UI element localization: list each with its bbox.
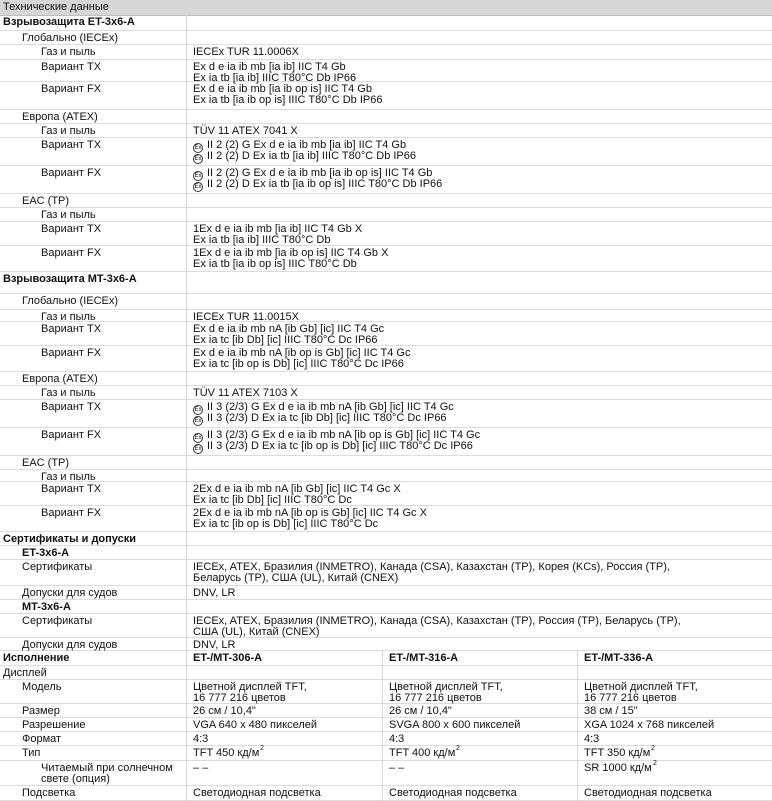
value-text: Ex ia tb [ia ib] IIIC T80°C Db bbox=[193, 234, 331, 246]
spec-cell: TFT 400 кд/м bbox=[389, 747, 456, 759]
column-divider bbox=[186, 651, 187, 801]
ex-mark-icon: Ex bbox=[194, 407, 202, 413]
ex-mark-icon: Ex bbox=[194, 446, 202, 452]
table-row bbox=[0, 638, 772, 651]
spec-cell: VGA 640 x 480 пикселей bbox=[193, 719, 318, 731]
spec-cell: XGA 1024 x 768 пикселей bbox=[584, 719, 715, 731]
spec-cell: TFT 350 кд/м bbox=[584, 747, 651, 759]
row-label: Вариант FX bbox=[41, 507, 102, 519]
row-value bbox=[193, 640, 235, 651]
spec-cell: SVGA 800 x 600 пикселей bbox=[389, 719, 521, 731]
table-row bbox=[0, 586, 772, 600]
row-label: Взрывозащита ET-3x6-A bbox=[3, 16, 135, 28]
ex-mark-icon: Ex bbox=[194, 145, 202, 151]
row-label: Вариант FX bbox=[41, 83, 102, 95]
row-label: Вариант FX bbox=[41, 347, 102, 359]
row-label: Допуски для судов bbox=[22, 587, 118, 599]
row-label: Вариант FX bbox=[41, 429, 102, 441]
value-text: Ex d e ia ib mb nA [ib op is Gb] [ic] IIC T4 Gc bbox=[193, 347, 411, 359]
spec-cell: TFT 450 кд/м bbox=[193, 747, 260, 759]
column-divider bbox=[382, 651, 383, 801]
value-text: DNV, LR bbox=[193, 639, 236, 651]
row-value bbox=[193, 179, 442, 192]
row-label: Вариант TX bbox=[41, 61, 102, 73]
spec-cell: 26 см / 10,4" bbox=[193, 705, 256, 717]
row-label: Подсветка bbox=[22, 787, 76, 799]
table-row bbox=[0, 666, 772, 680]
row-label-cont: свете (опция) bbox=[41, 773, 110, 785]
table-row bbox=[0, 110, 772, 124]
spec-cell: ET-/MT-336-A bbox=[584, 652, 654, 664]
row-label: Газ и пыль bbox=[41, 471, 96, 483]
table-row bbox=[0, 31, 772, 45]
row-label: Газ и пыль bbox=[41, 387, 96, 399]
ex-mark-icon: Ex bbox=[194, 418, 202, 424]
spec-cell: 4:3 bbox=[193, 733, 209, 745]
row-label: Вариант TX bbox=[41, 323, 102, 335]
row-label: Сертификаты и допуски bbox=[3, 533, 137, 545]
table-row bbox=[0, 546, 772, 560]
spec-cell: 16 777 216 цветов bbox=[193, 692, 286, 704]
value-text: Ex d e ia ib mb [ia ib] IIC T4 Gb bbox=[193, 61, 346, 73]
table-row bbox=[0, 428, 772, 456]
table-row bbox=[0, 400, 772, 428]
spec-cell: 4:3 bbox=[584, 733, 600, 745]
value-text: 2Ex d e ia ib mb nA [ib op is Gb] [ic] IIC T4 Gc X bbox=[193, 507, 427, 519]
row-label: Газ и пыль bbox=[41, 209, 96, 221]
ex-mark-icon: Ex bbox=[194, 435, 202, 441]
spec-cell: Цветной дисплей TFT, bbox=[193, 681, 307, 693]
value-text: DNV, LR bbox=[193, 587, 236, 599]
value-text: Ex ia tc [ib op is Db] [ic] IIIC T80°C Dc IP66 bbox=[193, 358, 404, 370]
value-text: II 3 (2/3) G Ex d e ia ib mb nA [ib op is Gb] [ic] IIC T4 Gc bbox=[207, 429, 481, 441]
value-text: IECEx TUR 11.0006X bbox=[193, 46, 299, 58]
row-label: Дисплей bbox=[3, 667, 47, 679]
table-row bbox=[0, 600, 772, 614]
spec-cell: 16 777 216 цветов bbox=[389, 692, 482, 704]
spec-cell: 26 см / 10,4" bbox=[389, 705, 452, 717]
value-text: Ex ia tc [ib Db] [ic] IIIC T80°C Dc bbox=[193, 494, 352, 506]
spec-cell: Светодиодная подсветка bbox=[584, 787, 712, 799]
row-label: Формат bbox=[22, 733, 62, 745]
ex-mark-icon: Ex bbox=[194, 156, 202, 162]
spec-cell: – – bbox=[193, 762, 209, 774]
value-text: Ex ia tb [ia ib] IIIC T80°C Db IP66 bbox=[193, 72, 357, 84]
table-row bbox=[0, 704, 772, 718]
table-row bbox=[0, 346, 772, 372]
table-row bbox=[0, 506, 772, 532]
table-row bbox=[0, 614, 772, 638]
row-value bbox=[193, 388, 298, 399]
spec-cell: 16 777 216 цветов bbox=[584, 692, 677, 704]
row-label: Глобально (IECEx) bbox=[22, 295, 119, 307]
table-row bbox=[0, 82, 772, 110]
row-label: ET-3x6-A bbox=[22, 547, 70, 559]
row-label: Газ и пыль bbox=[41, 125, 96, 137]
row-label: Вариант TX bbox=[41, 401, 102, 413]
table-row bbox=[0, 470, 772, 482]
value-text: II 3 (2/3) D Ex ia tc [ib Db] [ic] IIIC T80°C Dc IP66 bbox=[207, 412, 447, 424]
value-text: IECEx, ATEX, Бразилия (INMETRO), Канада (CSA), Казахстан (TP), Россия (TP), Беларусь (TP), bbox=[193, 615, 681, 627]
table-header bbox=[0, 0, 772, 16]
spec-cell: ET-/MT-306-A bbox=[193, 652, 263, 664]
table-row bbox=[0, 222, 772, 246]
row-value bbox=[193, 359, 404, 370]
row-value bbox=[193, 413, 447, 426]
table-row bbox=[0, 310, 772, 322]
spec-cell: Цветной дисплей TFT, bbox=[389, 681, 503, 693]
table-row bbox=[0, 786, 772, 801]
row-label: EAC (TP) bbox=[22, 457, 70, 469]
table-row bbox=[0, 680, 772, 704]
row-label: Допуски для судов bbox=[22, 639, 118, 651]
value-text: Ex d e ia ib mb nA [ib Gb] [ic] IIC T4 Gc bbox=[193, 323, 385, 335]
table-row bbox=[0, 124, 772, 138]
table-row bbox=[0, 732, 772, 746]
value-text: II 2 (2) G Ex d e ia ib mb [ia ib] IIC T4 Gb bbox=[207, 139, 407, 151]
table-row bbox=[0, 372, 772, 386]
value-text: 2Ex d e ia ib mb nA [ib Gb] [ic] IIC T4 Gc X bbox=[193, 483, 401, 495]
row-label: EAC (TP) bbox=[22, 195, 70, 207]
table-row bbox=[0, 718, 772, 732]
table-row bbox=[0, 246, 772, 272]
table-row bbox=[0, 651, 772, 666]
table-row bbox=[0, 208, 772, 222]
table-row bbox=[0, 294, 772, 310]
value-text: Ex ia tc [ib Db] [ic] IIIC T80°C Dc IP66 bbox=[193, 334, 378, 346]
row-label: Читаемый при солнечном bbox=[41, 762, 173, 774]
row-value bbox=[193, 519, 378, 530]
value-text: Ex ia tb [ia ib op is] IIIC T80°C Db bbox=[193, 258, 357, 270]
row-value bbox=[193, 95, 382, 106]
value-text: II 2 (2) G Ex d e ia ib mb [ia ib op is] IIC T4 Gb bbox=[207, 167, 433, 179]
table-row: Читаемый при солнечном свете (опция) – – – – SR 1000 кд/м 2 bbox=[0, 761, 772, 786]
row-label: Вариант TX bbox=[41, 139, 102, 151]
table-row bbox=[0, 60, 772, 82]
header-title: Технические данные bbox=[3, 1, 109, 13]
table-row bbox=[0, 456, 772, 470]
row-value bbox=[193, 573, 398, 584]
table-row bbox=[0, 386, 772, 400]
value-text: II 2 (2) D Ex ia tb [ia ib op is] IIIC T80°C Db IP66 bbox=[207, 178, 443, 190]
row-label: Газ и пыль bbox=[41, 46, 96, 58]
value-text: Ex ia tc [ib op is Db] [ic] IIIC T80°C Dc bbox=[193, 518, 379, 530]
row-label: Сертификаты bbox=[22, 615, 93, 627]
row-value bbox=[193, 441, 473, 454]
value-text: II 3 (2/3) D Ex ia tc [ib op is Db] [ic] IIIC T80°C Dc IP66 bbox=[207, 440, 473, 452]
spec-cell: ET-/MT-316-A bbox=[389, 652, 459, 664]
value-text: TÜV 11 ATEX 7041 X bbox=[193, 125, 298, 137]
row-value bbox=[193, 235, 330, 246]
value-text: TÜV 11 ATEX 7103 X bbox=[193, 387, 298, 399]
value-text: Ex ia tb [ia ib op is] IIIC T80°C Db IP66 bbox=[193, 94, 383, 106]
column-divider bbox=[577, 651, 578, 801]
row-label: Исполнение bbox=[3, 652, 70, 664]
row-label: Глобально (IECEx) bbox=[22, 32, 119, 44]
row-label: Европа (ATEX) bbox=[22, 373, 98, 385]
table-row bbox=[0, 166, 772, 194]
value-text: 1Ex d e ia ib mb [ia ib] IIC T4 Gb X bbox=[193, 223, 363, 235]
row-value bbox=[193, 335, 378, 346]
value-text: Ex d e ia ib mb [ia ib op is] IIC T4 Gb bbox=[193, 83, 372, 95]
table-row bbox=[0, 45, 772, 60]
value-text: II 3 (2/3) G Ex d e ia ib mb nA [ib Gb] [ic] IIC T4 Gc bbox=[207, 401, 454, 413]
value-text: IECEx, ATEX, Бразилия (INMETRO), Канада (CSA), Казахстан (TP), Корея (KCs), Россия (TP), bbox=[193, 561, 670, 573]
row-value bbox=[193, 627, 320, 638]
table-row bbox=[0, 194, 772, 208]
table-row bbox=[0, 15, 772, 31]
row-label: MT-3x6-A bbox=[22, 601, 71, 613]
table-row bbox=[0, 322, 772, 346]
row-label: Вариант TX bbox=[41, 483, 102, 495]
spec-cell: Светодиодная подсветка bbox=[389, 787, 517, 799]
row-label: Вариант TX bbox=[41, 223, 102, 235]
table-row bbox=[0, 560, 772, 586]
row-label: Вариант FX bbox=[41, 247, 102, 259]
ex-mark-icon: Ex bbox=[194, 184, 202, 190]
table-row bbox=[0, 532, 772, 546]
row-label: Вариант FX bbox=[41, 167, 102, 179]
spec-cell: – – bbox=[389, 762, 405, 774]
table-row bbox=[0, 272, 772, 294]
spec-cell: 4:3 bbox=[389, 733, 405, 745]
row-label: Газ и пыль bbox=[41, 311, 96, 323]
row-value bbox=[193, 259, 357, 270]
row-value bbox=[193, 151, 416, 164]
spec-cell: Цветной дисплей TFT, bbox=[584, 681, 698, 693]
value-text: США (UL), Китай (CNEX) bbox=[193, 626, 320, 638]
row-value bbox=[193, 588, 235, 599]
row-label: Европа (ATEX) bbox=[22, 111, 98, 123]
value-text: Беларусь (TP), США (UL), Китай (CNEX) bbox=[193, 572, 399, 584]
row-label: Взрывозащита MT-3x6-A bbox=[3, 273, 137, 285]
row-value bbox=[193, 47, 299, 58]
spec-cell: Светодиодная подсветка bbox=[193, 787, 321, 799]
table-row bbox=[0, 138, 772, 166]
value-text: IECEx TUR 11.0015X bbox=[193, 311, 299, 323]
row-value bbox=[193, 126, 298, 137]
value-text: 1Ex d e ia ib mb [ia ib op is] IIC T4 Gb X bbox=[193, 247, 389, 259]
row-label: Модель bbox=[22, 681, 62, 693]
row-label: Размер bbox=[22, 705, 60, 717]
spec-cell: 38 см / 15" bbox=[584, 705, 638, 717]
value-text: II 2 (2) D Ex ia tb [ia ib] IIIC T80°C Db IP66 bbox=[207, 150, 416, 162]
table-row: Тип TFT 450 кд/м 2 TFT 400 кд/м 2 TFT 350 кд/м 2 bbox=[0, 746, 772, 761]
row-label: Сертификаты bbox=[22, 561, 93, 573]
row-value bbox=[193, 495, 352, 506]
row-label: Тип bbox=[22, 747, 41, 759]
row-label: Разрешение bbox=[22, 719, 86, 731]
spec-cell: SR 1000 кд/м bbox=[584, 762, 652, 774]
table-row bbox=[0, 482, 772, 506]
ex-mark-icon: Ex bbox=[194, 173, 202, 179]
